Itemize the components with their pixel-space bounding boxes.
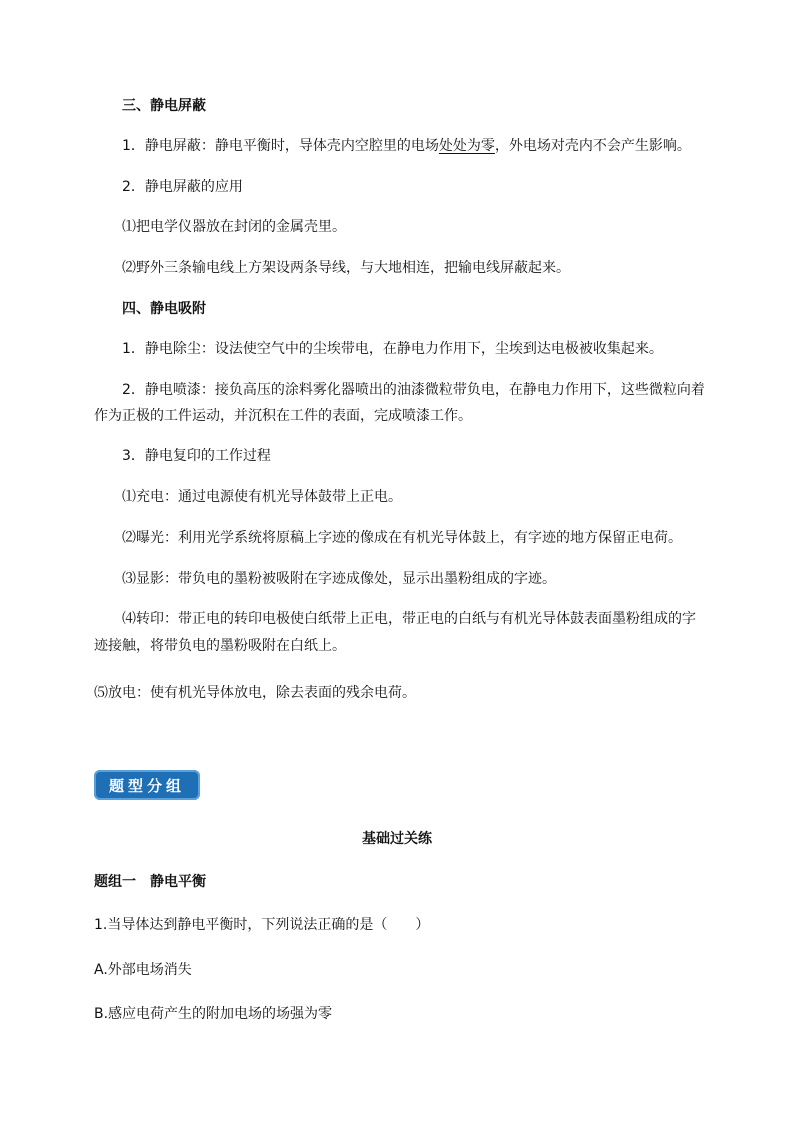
text-segment: ，外电场对壳内不会产生影响。 bbox=[494, 138, 691, 154]
paragraph-copying-process: 3．静电复印的工作过程 bbox=[122, 448, 271, 464]
section-heading-electrostatic-shielding: 三、静电屏蔽 bbox=[122, 98, 206, 114]
text-segment: 1．静电屏蔽：静电平衡时，导体壳内空腔里的电场 bbox=[122, 138, 439, 154]
practice-title: 基础过关练 bbox=[362, 831, 432, 847]
paragraph-dust-removal: 1．静电除尘：设法使空气中的尘埃带电，在静电力作用下，尘埃到达电极被收集起来。 bbox=[122, 341, 663, 357]
list-item-cont: 迹接触，将带负电的墨粉吸附在白纸上。 bbox=[94, 638, 346, 654]
section-heading-electrostatic-adsorption: 四、静电吸附 bbox=[122, 301, 206, 317]
underlined-term: 处处为零 bbox=[438, 138, 495, 154]
list-item: ⑴把电学仪器放在封闭的金属壳里。 bbox=[122, 219, 346, 235]
option-b: B.感应电荷产生的附加电场的场强为零 bbox=[94, 1006, 333, 1022]
option-a: A.外部电场消失 bbox=[94, 962, 192, 978]
paragraph-shielding-application: 2．静电屏蔽的应用 bbox=[122, 179, 243, 195]
paragraph-shielding-definition bbox=[122, 136, 691, 156]
list-item: ⑴充电：通过电源使有机光导体鼓带上正电。 bbox=[122, 489, 402, 505]
list-item: ⑷转印：带正电的转印电极使白纸带上正电，带正电的白纸与有机光导体鼓表面墨粉组成的字 bbox=[122, 611, 696, 627]
question-type-badge: 题型分组 bbox=[94, 770, 200, 800]
list-item: ⑶显影：带负电的墨粉被吸附在字迹成像处，显示出墨粉组成的字迹。 bbox=[122, 571, 556, 587]
paragraph-spray-painting: 2．静电喷漆：接负高压的涂料雾化器喷出的油漆微粒带负电，在静电力作用下，这些微粒向着 bbox=[122, 382, 705, 398]
list-item: ⑵野外三条输电线上方架设两条导线，与大地相连，把输电线屏蔽起来。 bbox=[122, 260, 570, 276]
list-item: ⑸放电：使有机光导体放电，除去表面的残余电荷。 bbox=[94, 685, 416, 701]
paragraph-spray-painting-cont: 作为正极的工件运动，并沉积在工件的表面，完成喷漆工作。 bbox=[94, 408, 472, 424]
question-stem: 1.当导体达到静电平衡时，下列说法正确的是（ ） bbox=[94, 917, 430, 933]
list-item: ⑵曝光：利用光学系统将原稿上字迹的像成在有机光导体鼓上，有字迹的地方保留正电荷。 bbox=[122, 530, 682, 546]
question-group-heading: 题组一 静电平衡 bbox=[94, 874, 206, 890]
